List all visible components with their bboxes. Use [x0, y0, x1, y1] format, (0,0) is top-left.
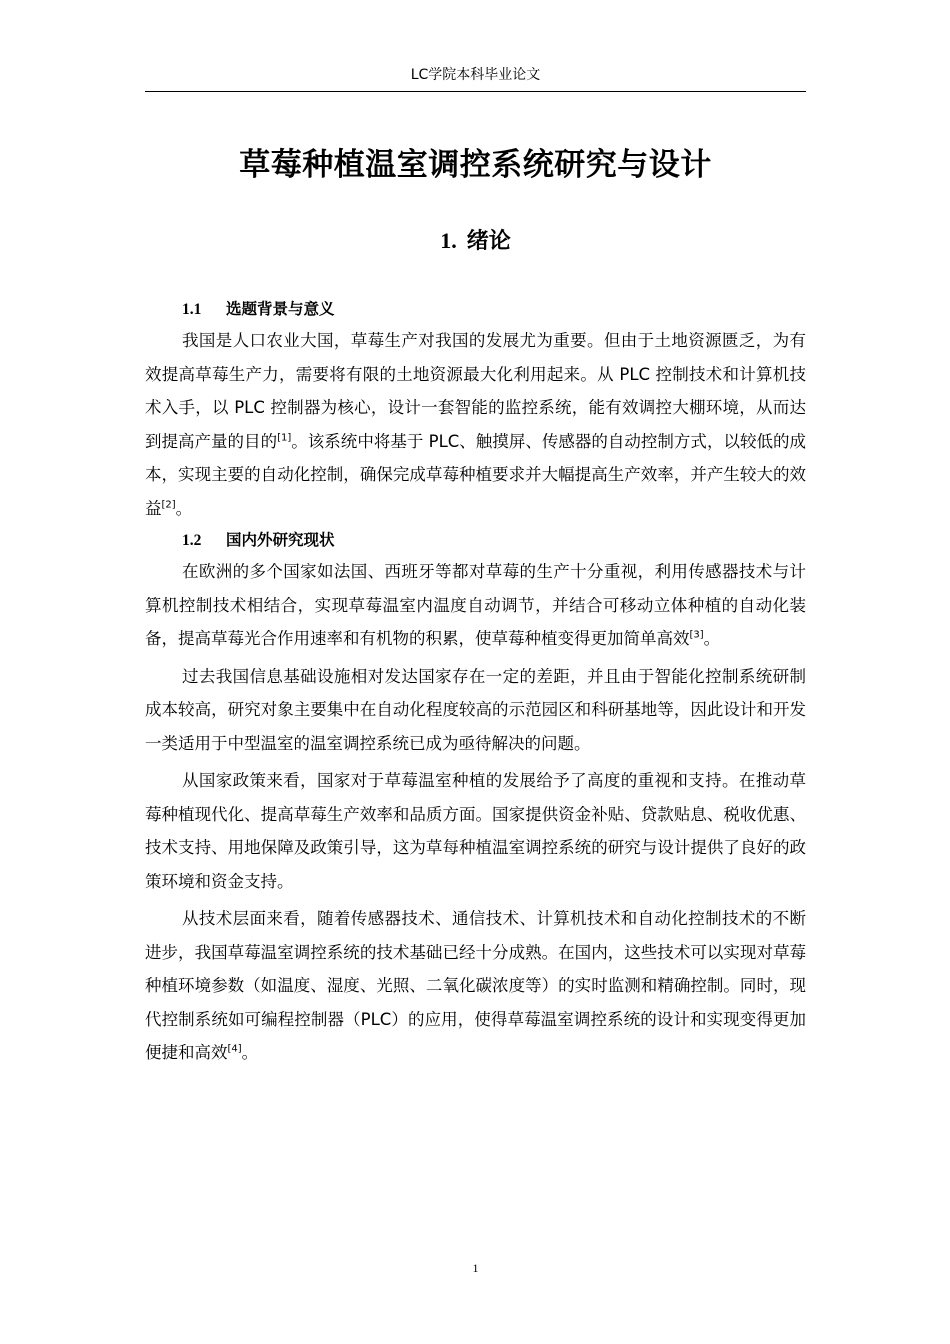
citation-ref[interactable]: [2] [161, 499, 176, 510]
chapter-number: 1. [440, 228, 457, 253]
section-title: 国内外研究现状 [226, 531, 335, 549]
paragraph-text: 过去我国信息基础设施相对发达国家存在一定的差距，并且由于智能化控制系统研制成本较高，研究对象主要集中在自动化程度较高的示范园区和科研基地等，因此设计和开发一类适用于中型温室的温室调控系统已成为亟待解决的问题。 [145, 666, 806, 753]
body-text [145, 294, 806, 1070]
paragraph [145, 555, 806, 656]
paragraph-text: 。 [175, 498, 193, 518]
paragraph [145, 324, 806, 525]
paragraph-text: 。该系统中将基于 PLC、触摸屏、传感器的自动控制方式，以较低的成本，实现主要的自动化控制，确保完成草莓种植要求并大幅提高生产效率，并产生较大的效益 [145, 431, 806, 518]
paragraph [145, 660, 806, 761]
paragraph-text: 从国家政策来看，国家对于草莓温室种植的发展给予了高度的重视和支持。在推动草莓种植现代化、提高草莓生产效率和品质方面。国家提供资金补贴、贷款贴息、税收优惠、技术支持、用地保障及政策引导，这为草每种植温室调控系统的研究与设计提供了良好的政策环境和资金支持。 [145, 771, 806, 891]
paragraph [145, 764, 806, 898]
section-heading [145, 525, 806, 555]
document-title: 草莓种植温室调控系统研究与设计 [239, 147, 712, 183]
paragraph-text: 。 [703, 629, 721, 648]
paragraph-text: 我国是人口农业大国，草莓生产对我国的发展尤为重要。但由于土地资源匮乏，为有效提高草莓生产力，需要将有限的土地资源最大化利用起来。从 PLC 控制技术和计算机技术入手，以 PLC 控制器为核心，设计一套智能的监控系统，能有效调控大棚环境，从而达到提高产量的目的 [145, 331, 806, 451]
citation-ref[interactable]: [3] [689, 629, 704, 641]
paragraph [145, 902, 806, 1070]
header-rule [145, 91, 806, 92]
section-title: 选题背景与意义 [226, 300, 335, 318]
paragraph-text: 从技术层面来看，随着传感器技术、通信技术、计算机技术和自动化控制技术的不断进步，我国草莓温室调控系统的技术基础已经十分成熟。在国内，这些技术可以实现对草莓种植环境参数（如温度、湿度、光照、二氧化碳浓度等）的实时监测和精确控制。同时，现代控制系统如可编程控制器（PLC）的应用，使得草莓温室调控系统的设计和实现变得更加便捷和高效 [145, 909, 806, 1062]
paragraph-text: 在欧洲的多个国家如法国、西班牙等都对草莓的生产十分重视，利用传感器技术与计算机控制技术相结合，实现草莓温室内温度自动调节，并结合可移动立体种植的自动化装备，提高草莓光合作用速率和有机物的积累，使草莓种植变得更加简单高效 [145, 562, 806, 648]
section-heading [145, 294, 806, 324]
citation-ref[interactable]: [4] [227, 1043, 242, 1055]
chapter-title: 绪论 [466, 229, 511, 254]
citation-ref[interactable]: [1] [277, 432, 292, 443]
section-number: 1.2 [182, 532, 202, 549]
paragraph-text: 。 [241, 1043, 259, 1062]
section-number: 1.1 [182, 301, 202, 318]
page-number: 1 [472, 1261, 479, 1275]
running-header: LC学院本科毕业论文 [410, 67, 541, 83]
chapter-heading [145, 224, 806, 259]
